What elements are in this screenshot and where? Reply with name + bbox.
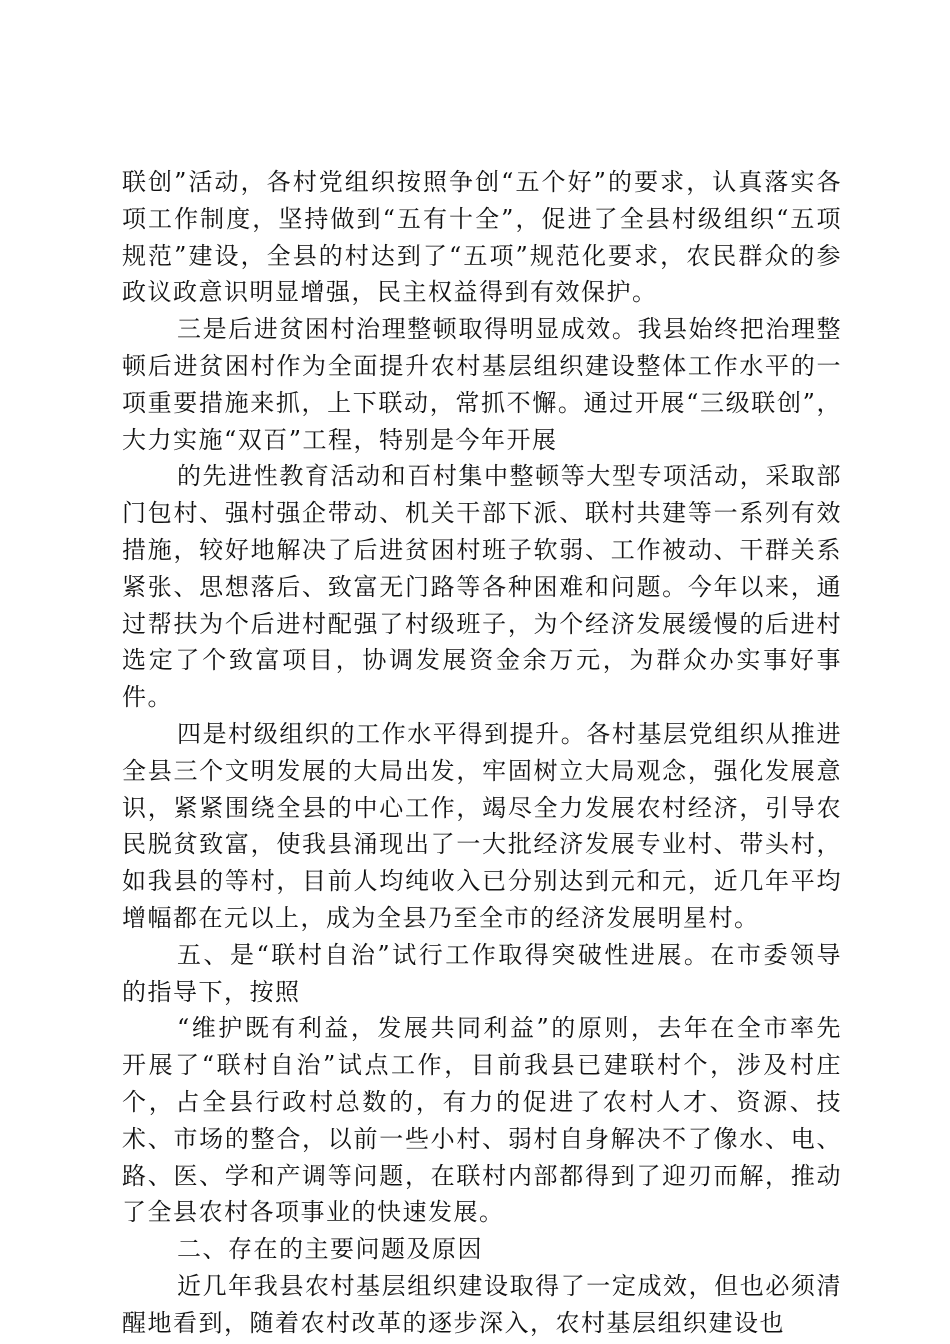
document-body xyxy=(122,164,842,1342)
section-heading: 二、存在的主要问题及原因 xyxy=(177,1235,483,1264)
paragraph-7: 近几年我县农村基层组织建设取得了一定成效，但也必须清醒地看到，随着农村改革的逐步深入，农村基层组织建设也 xyxy=(122,1271,842,1337)
paragraph-6: “维护既有利益，发展共同利益”的原则，去年在全市率先开展了“联村自治”试点工作，目前我县已建联村个，涉及村庄个，占全县行政村总数的，有力的促进了农村人才、资源、技术、市场的整合，以前一些小村、弱村自身解决不了像水、电、路、医、学和产调等问题，在联村内部都得到了迎刃而解，推动了全县农村各项事业的快速发展。 xyxy=(122,1014,842,1227)
paragraph-2: 三是后进贫困村治理整顿取得明显成效。我县始终把治理整顿后进贫困村作为全面提升农村基层组织建设整体工作水平的一项重要措施来抓，上下联动，常抓不懈。通过开展“三级联创”，大力实施“双百”工程，特别是今年开展 xyxy=(122,315,842,454)
paragraph-1: 联创”活动，各村党组织按照争创“五个好”的要求，认真落实各项工作制度，坚持做到“五有十全”，促进了全县村级组织“五项规范”建设，全县的村达到了“五项”规范化要求，农民群众的参政议政意识明显增强，民主权益得到有效保护。 xyxy=(122,168,842,307)
paragraph-3: 的先进性教育活动和百村集中整顿等大型专项活动，采取部门包村、强村强企带动、机关干部下派、联村共建等一系列有效措施，较好地解决了后进贫困村班子软弱、工作被动、干群关系紧张、思想落后、致富无门路等各种困难和问题。今年以来，通过帮扶为个后进村配强了村级班子，为个经济发展缓慢的后进村选定了个致富项目，协调发展资金余万元，为群众办实事好事件。 xyxy=(122,462,842,712)
paragraph-5: 五、是“联村自治”试行工作取得突破性进展。在市委领导的指导下，按照 xyxy=(122,940,842,1006)
paragraph-4: 四是村级组织的工作水平得到提升。各村基层党组织从推进全县三个文明发展的大局出发，牢固树立大局观念，强化发展意识，紧紧围绕全县的中心工作，竭尽全力发展农村经济，引导农民脱贫致富，使我县涌现出了一大批经济发展专业村、带头村，如我县的等村，目前人均纯收入已分别达到元和元，近几年平均增幅都在元以上，成为全县乃至全市的经济发展明星村。 xyxy=(122,719,842,932)
